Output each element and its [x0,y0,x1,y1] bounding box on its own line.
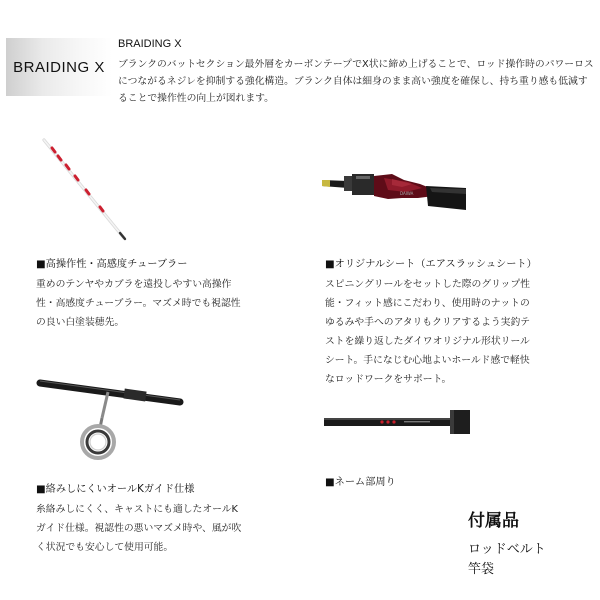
body-line: の良い白塗装穂先。 [36,317,125,328]
braiding-x-badge [6,38,112,96]
intro-text: ブランクのバットセクション最外層をカーボンテープでX状に締め上げることで、ロッド操作時のパワーロスにつながるネジレを抑制する強化構造。ブランク自体は細身のまま高い強度を確保し、持ち重り感も低減することで操作性の向上が図れます。 [118,59,594,104]
body-line: 重めのテンヤやカブラを遠投しやすい高操作 [36,279,232,290]
badge-label: BRAIDING X [13,58,105,76]
accessory-item-rod-bag: 竿袋 [468,562,495,577]
feature-heading-reel-seat: ■オリジナルシート（エアスラッシュシート） [325,259,537,270]
accessory-item-rod-belt: ロッドベルト [468,542,546,557]
reel-seat-photo [322,166,466,224]
body-line: ストを繰り返したダイワオリジナル形状リール [325,336,530,347]
body-line: ゆるみや手へのアタリもクリアするよう実釣テ [325,317,531,328]
body-line: 能・フィット感にこだわり、使用時のナットの [325,298,530,309]
body-line: 性・高感度チューブラー。マズメ時でも視認性 [36,298,241,309]
body-line: スピニングリールをセットした際のグリップ性 [325,279,530,290]
feature-body-tubular [36,275,266,332]
feature-heading-k-guide: ■絡みしにくいオールKガイド仕様 [36,484,195,495]
body-line: ガイド仕様。視認性の悪いマズメ時や、風が吹 [36,523,242,534]
svg-text:DAIWA: DAIWA [400,191,414,196]
body-line: シート。手になじむ心地よいホールド感で軽快 [325,355,530,366]
body-line: 糸絡みしにくく、キャストにも適したオールK [36,504,238,515]
section-title: BRAIDING X [118,38,182,50]
feature-heading-name-section: ■ネーム部周り [325,477,396,488]
k-guide-photo [36,378,186,470]
feature-body-reel-seat [325,275,585,389]
accessories-title: 付属品 [468,511,519,531]
body-line: く状況でも安心して使用可能。 [36,542,174,553]
body-line: なロッドワークをサポート。 [325,374,452,385]
feature-heading-tubular: ■高操作性・高感度チューブラー [36,259,188,270]
name-section-photo [324,404,470,440]
rod-tip-photo [36,134,136,244]
feature-body-k-guide [36,500,266,557]
